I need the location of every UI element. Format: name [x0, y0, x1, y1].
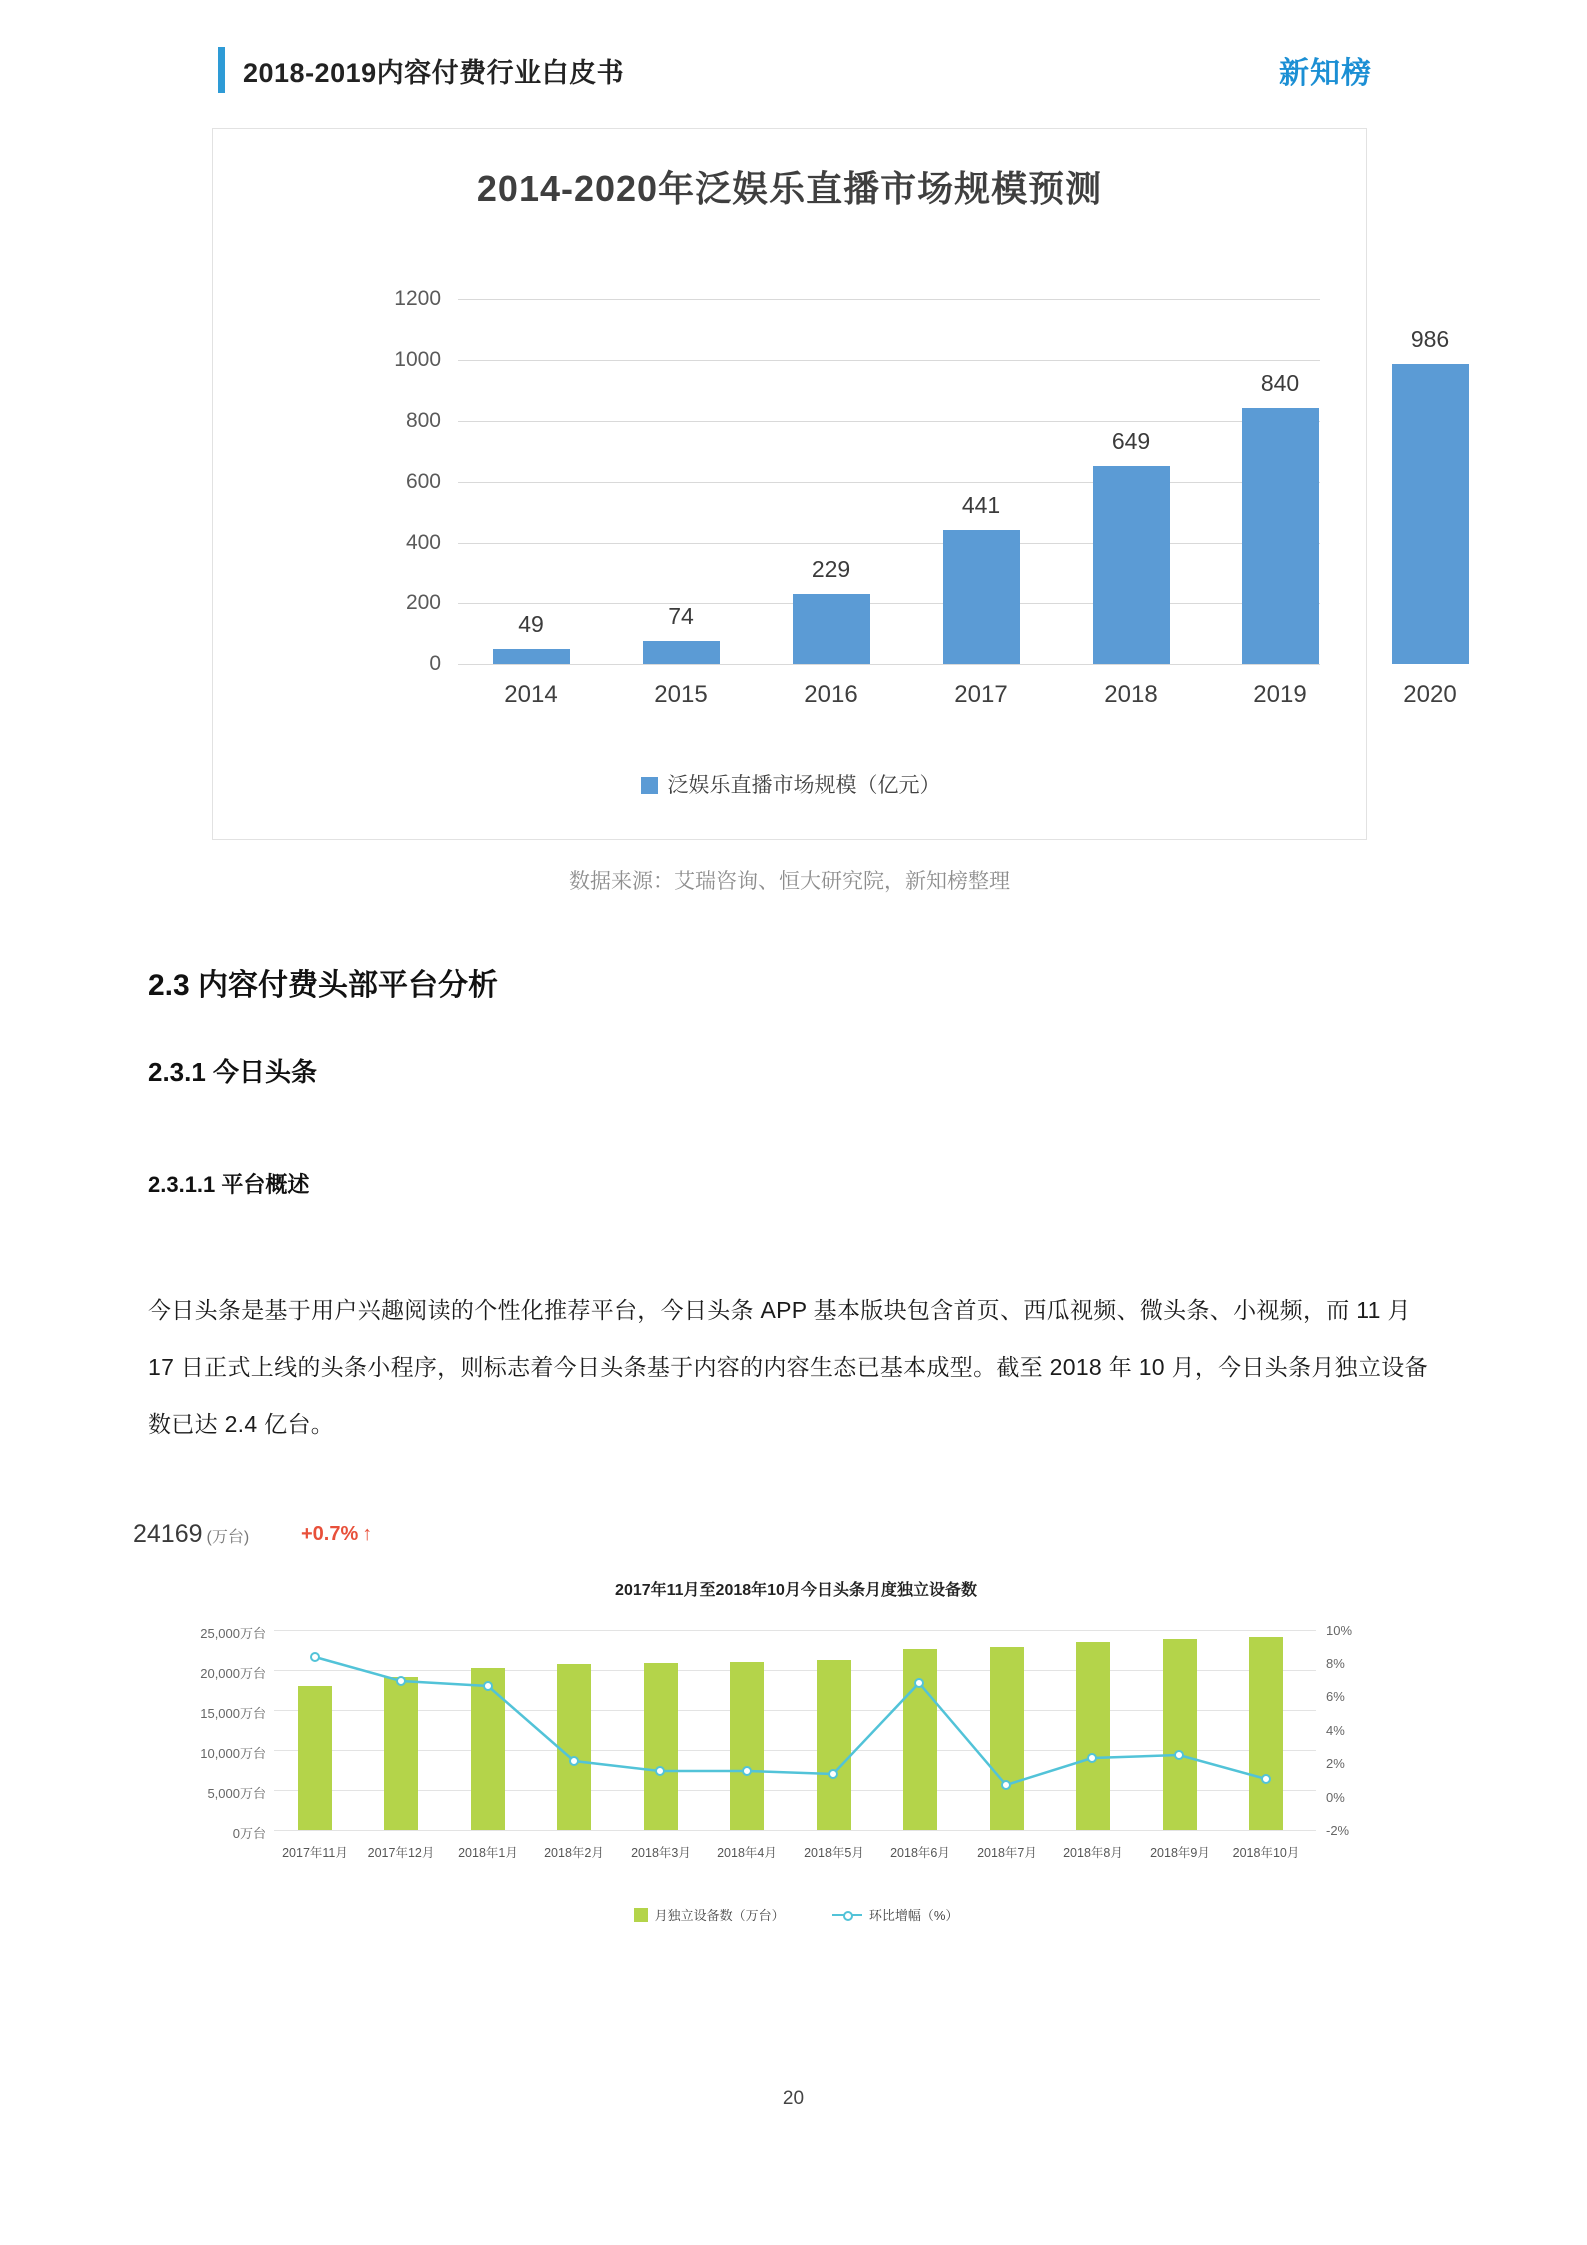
chart2-ytick-right: 0%	[1326, 1790, 1345, 1805]
chart2-legend-label-line: 环比增幅（%）	[868, 1908, 959, 1923]
chart1-bar	[493, 649, 570, 664]
chart2-xtick: 2018年2月	[544, 1846, 604, 1860]
chart1-value-label: 441	[961, 492, 1001, 518]
chart2-xtick: 2018年7月	[977, 1846, 1037, 1860]
chart1-gridline	[458, 603, 1320, 604]
chart2-ytick-left: 25,000万台	[200, 1626, 266, 1641]
chart1-legend-swatch-icon	[641, 777, 658, 794]
chart1-xtick: 2014	[504, 681, 558, 708]
chart2-xtick: 2018年8月	[1063, 1846, 1123, 1860]
chart2-xtick: 2018年9月	[1150, 1846, 1210, 1860]
chart2-plot	[126, 1615, 1466, 1865]
chart2-ytick-right: 2%	[1326, 1756, 1345, 1771]
chart2-xtick: 2018年10月	[1232, 1846, 1300, 1860]
chart2-legend-bar-swatch-icon	[634, 1908, 648, 1922]
chart1-value-label: 49	[518, 611, 544, 637]
chart1-legend-label: 泛娱乐直播市场规模（亿元）	[667, 774, 941, 797]
chart2-headline-value: 24169 (万台)	[133, 1520, 250, 1548]
section-heading-2-3-1: 2.3.1 今日头条	[148, 1057, 318, 1087]
chart2-ytick-right: 10%	[1326, 1623, 1353, 1638]
chart2-headline-delta: +0.7% ↑	[301, 1523, 373, 1545]
chart1-xtick: 2020	[1403, 681, 1457, 708]
chart2-headline-unit: (万台)	[206, 1529, 250, 1546]
section-heading-2-3: 2.3 内容付费头部平台分析	[148, 969, 499, 1002]
chart1-ytick: 400	[405, 531, 441, 554]
chart1-xtick: 2016	[804, 681, 858, 708]
header-accent-bar	[218, 47, 225, 93]
chart1-value-label: 840	[1260, 370, 1300, 396]
chart2-xtick: 2017年12月	[367, 1846, 435, 1860]
chart1-gridline	[458, 360, 1320, 361]
chart2-ytick-right: 6%	[1326, 1689, 1345, 1704]
chart2-ytick-right: 8%	[1326, 1656, 1345, 1671]
chart2-line-series	[126, 1615, 1466, 1865]
chart2-ytick-left: 5,000万台	[207, 1786, 266, 1801]
chart2-legend-label-bar: 月独立设备数（万台）	[654, 1908, 785, 1923]
chart1-title: 2014-2020年泛娱乐直播市场规模预测	[476, 168, 1103, 209]
chart1-gridline	[458, 421, 1320, 422]
chart1-xtick: 2019	[1253, 681, 1307, 708]
chart1-xtick: 2017	[954, 681, 1008, 708]
chart1-value-label: 986	[1410, 326, 1450, 352]
chart1-gridline	[458, 543, 1320, 544]
chart2-ytick-right: -2%	[1326, 1823, 1350, 1838]
chart1-source-note: 数据来源：艾瑞咨询、恒大研究院，新知榜整理	[569, 870, 1010, 893]
chart2-xtick: 2018年1月	[458, 1846, 518, 1860]
chart2-ytick-right: 4%	[1326, 1723, 1345, 1738]
chart2-xtick: 2018年4月	[717, 1846, 777, 1860]
chart1-bar	[1093, 466, 1170, 664]
chart2-xtick: 2018年6月	[890, 1846, 950, 1860]
body-paragraph: 今日头条是基于用户兴趣阅读的个性化推荐平台，今日头条 APP 基本版块包含首页、西瓜视频、微头条、小视频，而 11 月 17 日正式上线的头条小程序，则标志着今日头条基于内容的内容生态已基本成型。截至 2018 年 10 月，今日头条月独立设备数已达 2.4 亿台。	[148, 1297, 1428, 1437]
chart1-axis-baseline	[458, 664, 1320, 665]
chart1-xtick: 2018	[1104, 681, 1158, 708]
chart2-title: 2017年11月至2018年10月今日头条月度独立设备数	[615, 1582, 977, 1599]
chart1-value-label: 649	[1111, 428, 1151, 454]
chart-card-live-streaming	[212, 128, 1457, 840]
section-heading-2-3-1-1: 2.3.1.1 平台概述	[148, 1172, 310, 1197]
chart1-gridline	[458, 482, 1320, 483]
chart1-value-label: 74	[668, 603, 694, 629]
chart1-bar	[943, 530, 1020, 664]
chart1-ytick: 0	[429, 652, 441, 675]
chart1-plot	[213, 239, 1457, 749]
chart2-legend-line-swatch-icon	[832, 1914, 862, 1916]
chart2-ytick-left: 15,000万台	[200, 1706, 266, 1721]
page-header	[218, 42, 1372, 98]
chart1-legend	[213, 769, 1368, 799]
up-arrow-icon: ↑	[362, 1523, 373, 1545]
chart2-ytick-left: 10,000万台	[200, 1746, 266, 1761]
chart1-xtick: 2015	[654, 681, 708, 708]
chart2-ytick-left: 0万台	[232, 1826, 266, 1841]
page-number: 20	[782, 2088, 805, 2109]
chart2-xtick: 2018年3月	[631, 1846, 691, 1860]
chart2-xtick: 2017年11月	[282, 1846, 348, 1860]
chart-toutiao-monthly-devices	[126, 1520, 1466, 1950]
chart1-bar	[643, 641, 720, 664]
document-title: 2018-2019内容付费行业白皮书	[243, 57, 625, 88]
chart1-bar	[793, 594, 870, 664]
chart2-legend	[126, 1905, 1466, 1924]
chart2-ytick-left: 20,000万台	[200, 1666, 266, 1681]
chart1-gridline	[458, 299, 1320, 300]
header-left	[218, 47, 624, 93]
chart1-ytick: 1200	[394, 287, 441, 310]
brand-logo: 新知榜	[1279, 56, 1372, 91]
chart2-xtick: 2018年5月	[804, 1846, 864, 1860]
chart1-ytick: 800	[405, 409, 441, 432]
chart1-bar	[1242, 408, 1319, 664]
chart1-ytick: 200	[405, 591, 441, 614]
chart1-value-label: 229	[811, 556, 851, 582]
chart1-bar	[1392, 364, 1469, 664]
chart1-ytick: 600	[405, 470, 441, 493]
chart1-ytick: 1000	[394, 348, 441, 371]
